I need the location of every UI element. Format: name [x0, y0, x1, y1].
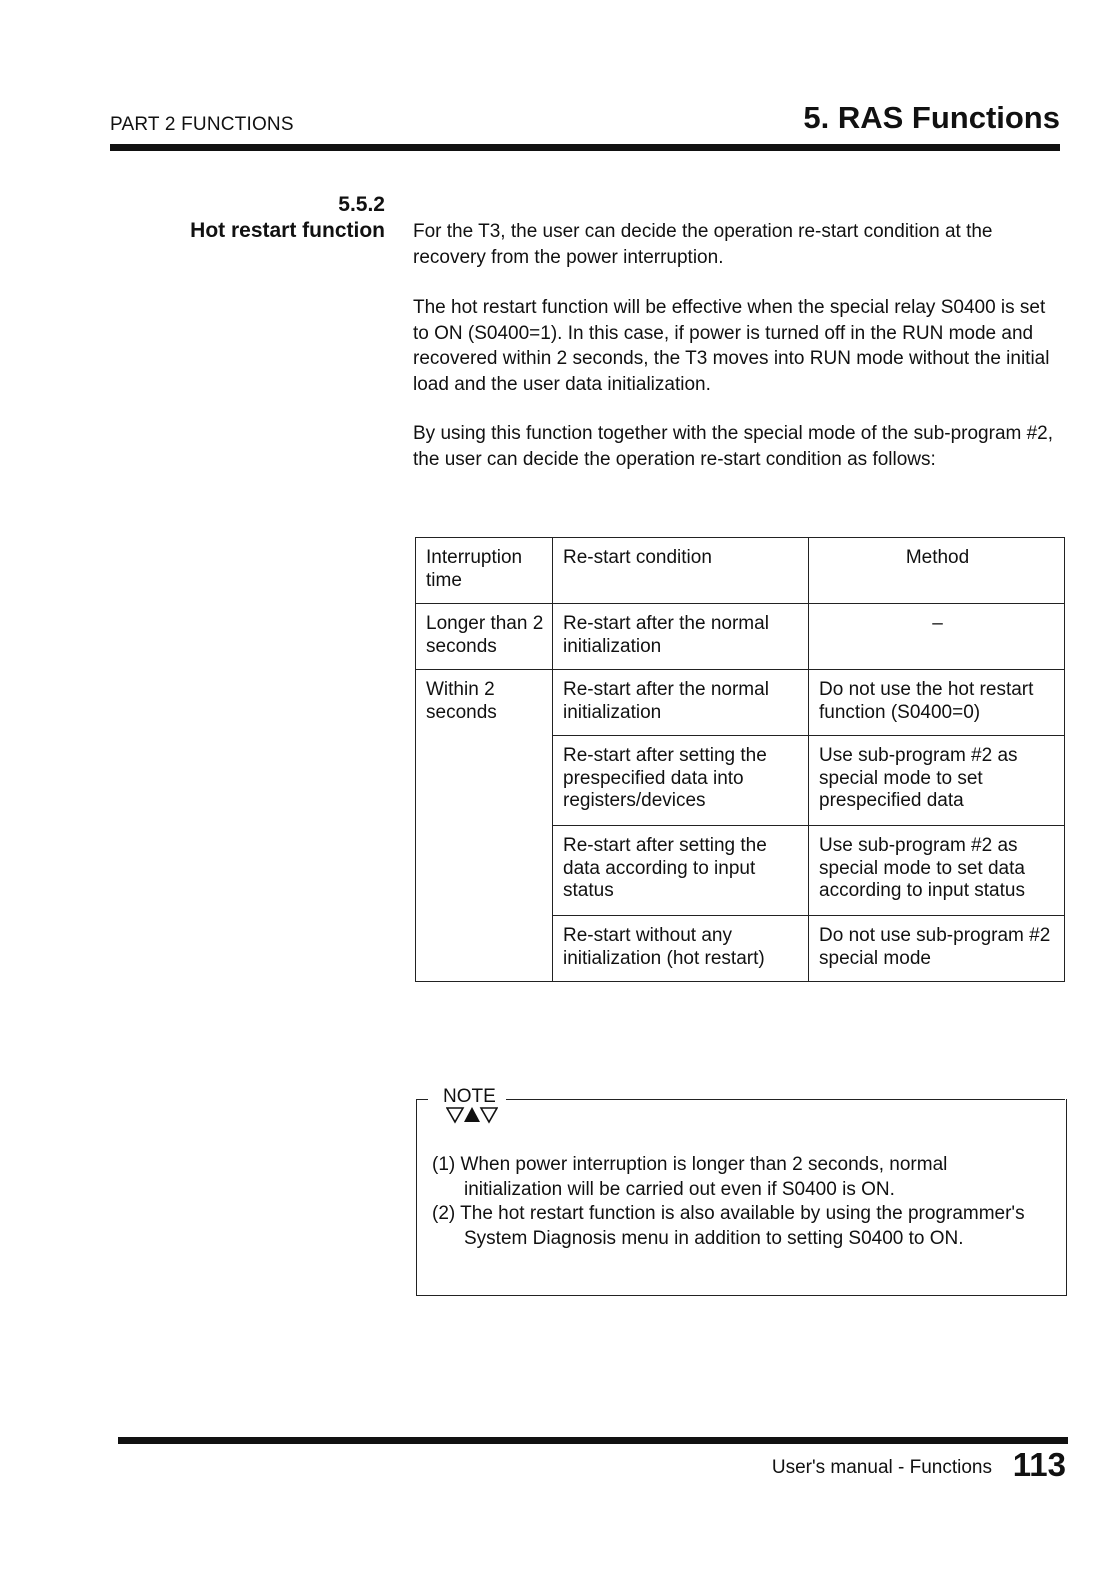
cell-method: Do not use sub-program #2 special mode	[809, 916, 1065, 982]
header-rule	[110, 144, 1060, 151]
page-number: 113	[1012, 1446, 1066, 1483]
paragraph-usage: By using this function together with the special mode of the sub-program #2, the user can decide the operation re-start condition as follows:	[413, 423, 1054, 470]
table-row	[416, 604, 1065, 670]
note-item: (2) The hot restart function is also available by using the programmer's System Diagnosis menu in addition to setting S0400 to ON.	[432, 1203, 1025, 1249]
note-top-rule	[506, 1099, 1065, 1100]
cell-method: Do not use the hot restart function (S0400=0)	[809, 670, 1065, 736]
cell-method: Use sub-program #2 as special mode to set data according to input status	[809, 826, 1065, 916]
header-interruption-time: Interruption time	[416, 538, 553, 604]
restart-condition-table	[415, 537, 1065, 982]
cell-time: Within 2 seconds	[416, 670, 553, 982]
footer-rule	[118, 1437, 1068, 1444]
note-label: NOTE	[443, 1086, 496, 1107]
cell-method: –	[809, 604, 1065, 670]
paragraph-intro: For the T3, the user can decide the operation re-start condition at the recovery from the power interruption.	[413, 221, 993, 268]
table-row	[416, 670, 1065, 736]
cell-time: Longer than 2 seconds	[416, 604, 553, 670]
cell-condition: Re-start after setting the prespecified data into registers/devices	[553, 736, 809, 826]
note-top-rule-left	[416, 1099, 428, 1100]
footer-manual-title: User's manual - Functions	[771, 1457, 992, 1478]
header-method: Method	[809, 538, 1065, 604]
note-list	[432, 1153, 1032, 1251]
paragraph-effective: The hot restart function will be effective when the special relay S0400 is set to ON (S0400=1). In this case, if power is turned off in the RUN mode and recovered within 2 seconds, the T3 moves into RUN mode without the initial load and the user data initialization.	[413, 297, 1050, 395]
cell-condition: Re-start after the normal initialization	[553, 604, 809, 670]
header-part: PART 2 FUNCTIONS	[110, 114, 294, 135]
cell-condition: Re-start after setting the data according to input status	[553, 826, 809, 916]
note-triangle-icon	[446, 1106, 498, 1129]
cell-method: Use sub-program #2 as special mode to set prespecified data	[809, 736, 1065, 826]
header-chapter-title: 5. RAS Functions	[803, 100, 1060, 135]
table-header-row	[416, 538, 1065, 604]
header-restart-condition: Re-start condition	[553, 538, 809, 604]
section-title: Hot restart function	[190, 219, 385, 242]
section-number: 5.5.2	[338, 193, 385, 216]
cell-condition: Re-start after the normal initialization	[553, 670, 809, 736]
cell-condition: Re-start without any initialization (hot restart)	[553, 916, 809, 982]
note-item: (1) When power interruption is longer than 2 seconds, normal initialization will be carried out even if S0400 is ON.	[432, 1154, 948, 1200]
